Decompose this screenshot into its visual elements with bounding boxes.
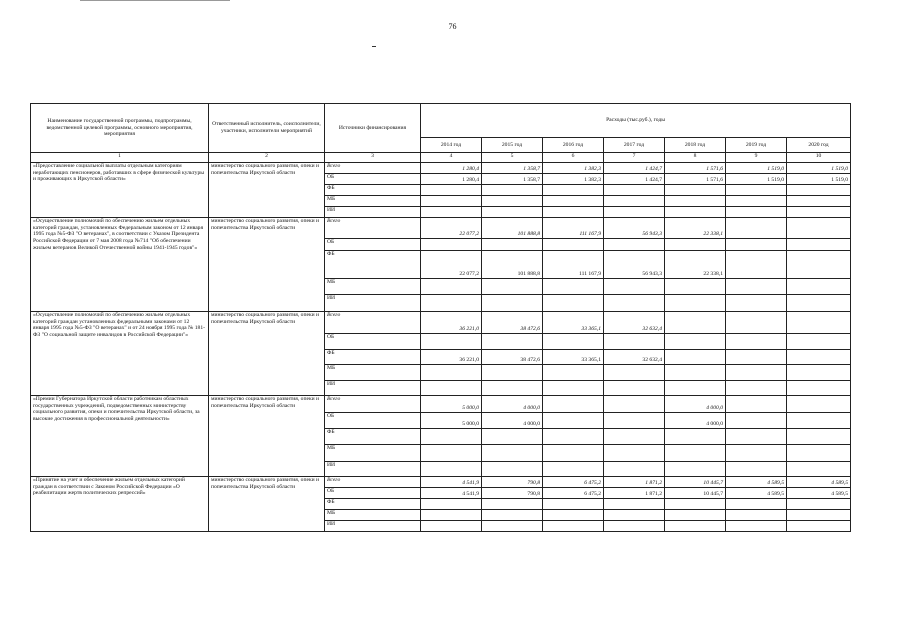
expense-value bbox=[543, 462, 604, 477]
header-year: 2016 год bbox=[543, 138, 604, 153]
expense-value: 6 475,2 bbox=[543, 477, 604, 488]
expense-value bbox=[665, 365, 726, 381]
expense-value bbox=[665, 295, 726, 312]
expense-value bbox=[665, 462, 726, 477]
expense-value bbox=[421, 185, 482, 196]
expense-value: 790,8 bbox=[482, 488, 543, 499]
expense-value: 4 589,5 bbox=[787, 488, 851, 499]
expense-value bbox=[726, 218, 787, 239]
table-row bbox=[31, 396, 851, 413]
funding-source: ФБ bbox=[325, 429, 421, 445]
expense-value bbox=[726, 279, 787, 295]
funding-source: МБ bbox=[325, 365, 421, 381]
column-number: 5 bbox=[482, 153, 543, 163]
program-name: «Осуществление полномочий по обеспечению жильем отдельных категорий граждан установленных федеральными законами от 12 января 1995 года №5-ФЗ "О ветеранах" и от 24 ноября 1995 года № 181-ФЗ "О социальной защите инвалидов в Российской Федерации"» bbox=[31, 312, 209, 396]
top-rule bbox=[80, 0, 230, 1]
expense-value bbox=[421, 381, 482, 396]
expense-value bbox=[543, 381, 604, 396]
header-year: 2019 год bbox=[726, 138, 787, 153]
expense-value: 111 167,9 bbox=[543, 251, 604, 279]
expense-value bbox=[543, 196, 604, 207]
funding-source: ИИ bbox=[325, 521, 421, 532]
expense-value bbox=[421, 207, 482, 218]
expense-value bbox=[787, 196, 851, 207]
expense-value bbox=[665, 279, 726, 295]
expense-value bbox=[604, 279, 665, 295]
expense-value bbox=[482, 185, 543, 196]
expense-value: 5 000,0 bbox=[421, 396, 482, 413]
funding-source: ФБ bbox=[325, 350, 421, 365]
expense-value bbox=[726, 239, 787, 251]
expense-value bbox=[604, 445, 665, 462]
expense-value bbox=[787, 207, 851, 218]
column-number: 10 bbox=[787, 153, 851, 163]
funding-source: ОБ bbox=[325, 488, 421, 499]
expense-value: 36 221,0 bbox=[421, 350, 482, 365]
expense-value bbox=[421, 521, 482, 532]
expense-value bbox=[604, 196, 665, 207]
expense-value bbox=[787, 510, 851, 521]
column-number: 9 bbox=[726, 153, 787, 163]
expense-value bbox=[482, 239, 543, 251]
funding-source: Всего bbox=[325, 218, 421, 239]
expense-value bbox=[421, 239, 482, 251]
expense-value: 33 365,1 bbox=[543, 312, 604, 334]
expense-value bbox=[726, 196, 787, 207]
expense-value bbox=[543, 365, 604, 381]
header-year: 2018 год bbox=[665, 138, 726, 153]
expense-value: 4 589,5 bbox=[787, 477, 851, 488]
header-expenses: Расходы (тыс.руб.), годы bbox=[421, 104, 851, 138]
expense-value bbox=[604, 396, 665, 413]
page-number: 76 bbox=[448, 22, 457, 31]
expense-value bbox=[787, 295, 851, 312]
expense-value bbox=[482, 381, 543, 396]
column-number: 7 bbox=[604, 153, 665, 163]
expense-value: 1 280,4 bbox=[421, 163, 482, 174]
expense-value bbox=[726, 312, 787, 334]
expense-value: 1 280,4 bbox=[421, 174, 482, 185]
expense-value: 4 000,0 bbox=[482, 396, 543, 413]
expense-value bbox=[482, 429, 543, 445]
expense-value: 38 472,6 bbox=[482, 350, 543, 365]
expense-value bbox=[665, 185, 726, 196]
expense-value bbox=[482, 499, 543, 510]
column-number: 6 bbox=[543, 153, 604, 163]
expense-value bbox=[665, 381, 726, 396]
expense-value bbox=[482, 365, 543, 381]
expense-value bbox=[726, 185, 787, 196]
expense-value bbox=[604, 207, 665, 218]
expense-value bbox=[787, 334, 851, 350]
expense-value bbox=[787, 312, 851, 334]
program-name: «Осуществление полномочий по обеспечению жильем отдельных категорий граждан, установленных Федеральным законом от 12 января 1995 года №5-ФЗ "О ветеранах", в соответствии с Указом Президента Российской Федерации от 7 мая 2008 года №714 "Об обеспечении жильем ветеранов Великой Отечественной войны 1941-1945 годов"» bbox=[31, 218, 209, 312]
expense-value: 22 338,1 bbox=[665, 251, 726, 279]
executor-name: министерство социального развития, опеки и попечительства Иркутской области bbox=[209, 163, 325, 218]
expense-value bbox=[604, 365, 665, 381]
expense-value bbox=[421, 429, 482, 445]
expense-value bbox=[604, 521, 665, 532]
expense-value bbox=[726, 251, 787, 279]
expense-value bbox=[482, 521, 543, 532]
expense-value bbox=[543, 413, 604, 429]
funding-source: МБ bbox=[325, 445, 421, 462]
expense-value: 56 943,3 bbox=[604, 251, 665, 279]
expense-value: 1 519,0 bbox=[726, 163, 787, 174]
funding-source: ФБ bbox=[325, 185, 421, 196]
expense-value: 4 589,5 bbox=[726, 488, 787, 499]
expense-value bbox=[482, 279, 543, 295]
expense-value bbox=[543, 510, 604, 521]
expense-value bbox=[543, 185, 604, 196]
expense-value bbox=[787, 251, 851, 279]
expense-value: 1 871,2 bbox=[604, 477, 665, 488]
expense-value: 111 167,9 bbox=[543, 218, 604, 239]
expense-value: 1 519,0 bbox=[787, 163, 851, 174]
header-sources: Источники финансирования bbox=[325, 104, 421, 153]
funding-source: ИИ bbox=[325, 381, 421, 396]
expense-value bbox=[543, 499, 604, 510]
header-program: Наименование государственной программы, подпрограммы, ведомственной целевой программы, основного мероприятия, мероприятия bbox=[31, 104, 209, 153]
expense-value bbox=[665, 196, 726, 207]
funding-source: ОБ bbox=[325, 413, 421, 429]
expense-value: 4 541,9 bbox=[421, 477, 482, 488]
expense-value: 1 424,7 bbox=[604, 163, 665, 174]
executor-name: министерство социального развития, опеки и попечительства Иркутской области bbox=[209, 218, 325, 312]
funding-source: ИИ bbox=[325, 295, 421, 312]
expense-value bbox=[482, 445, 543, 462]
expense-value bbox=[543, 521, 604, 532]
expense-value: 22 338,1 bbox=[665, 218, 726, 239]
expense-value bbox=[421, 499, 482, 510]
expense-value bbox=[604, 499, 665, 510]
header-executor: Ответственный исполнитель, соисполнители, участники, исполнители мероприятий bbox=[209, 104, 325, 153]
expense-value: 101 888,8 bbox=[482, 251, 543, 279]
expense-value bbox=[787, 185, 851, 196]
table-row bbox=[31, 218, 851, 239]
expense-value bbox=[726, 295, 787, 312]
expense-value: 1 871,2 bbox=[604, 488, 665, 499]
expense-value bbox=[726, 413, 787, 429]
expense-value bbox=[726, 510, 787, 521]
funding-source: МБ bbox=[325, 196, 421, 207]
expense-value bbox=[787, 396, 851, 413]
expense-value: 1 571,6 bbox=[665, 174, 726, 185]
expense-value bbox=[726, 334, 787, 350]
expense-value bbox=[665, 499, 726, 510]
expense-value: 1 519,0 bbox=[787, 174, 851, 185]
expense-value: 32 632,4 bbox=[604, 312, 665, 334]
expense-value bbox=[604, 510, 665, 521]
expense-value bbox=[543, 207, 604, 218]
expense-value: 22 077,2 bbox=[421, 251, 482, 279]
funding-source: МБ bbox=[325, 279, 421, 295]
expense-value: 1 424,7 bbox=[604, 174, 665, 185]
expense-value bbox=[787, 239, 851, 251]
expense-value: 1 382,3 bbox=[543, 163, 604, 174]
expense-value: 4 541,9 bbox=[421, 488, 482, 499]
executor-name: министерство социального развития, опеки и попечительства Иркутской области bbox=[209, 312, 325, 396]
expense-value bbox=[604, 462, 665, 477]
program-name: «Премии Губернатора Иркутской области работникам областных государственных учреждений, подведомственных министерству социального развития, опеки и попечительства Иркутской области, за высокие достижения в профессиональной деятельности» bbox=[31, 396, 209, 477]
expense-value: 6 475,2 bbox=[543, 488, 604, 499]
expense-value bbox=[421, 334, 482, 350]
expense-value bbox=[421, 365, 482, 381]
table-row bbox=[31, 477, 851, 488]
header-year: 2017 год bbox=[604, 138, 665, 153]
expense-value bbox=[726, 429, 787, 445]
expense-value bbox=[665, 239, 726, 251]
funding-source: Всего bbox=[325, 163, 421, 174]
expense-value: 33 365,1 bbox=[543, 350, 604, 365]
expense-value bbox=[665, 207, 726, 218]
expense-value bbox=[787, 462, 851, 477]
expense-value bbox=[604, 185, 665, 196]
expense-value bbox=[787, 499, 851, 510]
funding-source: ИИ bbox=[325, 207, 421, 218]
expense-value bbox=[787, 350, 851, 365]
column-number: 2 bbox=[209, 153, 325, 163]
expense-value bbox=[665, 445, 726, 462]
budget-body bbox=[31, 163, 851, 532]
expense-value bbox=[726, 350, 787, 365]
column-number: 8 bbox=[665, 153, 726, 163]
table-row bbox=[31, 163, 851, 174]
expense-value bbox=[604, 413, 665, 429]
expense-value: 10 445,7 bbox=[665, 488, 726, 499]
expense-value bbox=[726, 445, 787, 462]
funding-source: Всего bbox=[325, 396, 421, 413]
program-name: «Предоставление социальной выплаты отдельным категориям неработающих пенсионеров, работавших в сфере физической культуры и проживающих в Иркутской области» bbox=[31, 163, 209, 218]
expense-value: 22 077,2 bbox=[421, 218, 482, 239]
expense-value bbox=[482, 462, 543, 477]
expense-value bbox=[726, 365, 787, 381]
expense-value bbox=[726, 521, 787, 532]
expense-value: 32 632,4 bbox=[604, 350, 665, 365]
funding-source: Всего bbox=[325, 477, 421, 488]
expense-value bbox=[787, 279, 851, 295]
expense-value bbox=[543, 445, 604, 462]
budget-table bbox=[30, 103, 851, 532]
expense-value bbox=[482, 196, 543, 207]
expense-value bbox=[665, 429, 726, 445]
expense-value bbox=[665, 350, 726, 365]
column-number: 4 bbox=[421, 153, 482, 163]
expense-value bbox=[421, 445, 482, 462]
expense-value bbox=[787, 365, 851, 381]
header-year: 2014 год bbox=[421, 138, 482, 153]
expense-value bbox=[604, 334, 665, 350]
expense-value bbox=[726, 381, 787, 396]
funding-source: ОБ bbox=[325, 239, 421, 251]
expense-value bbox=[787, 381, 851, 396]
expense-value: 101 888,8 bbox=[482, 218, 543, 239]
expense-value: 4 000,0 bbox=[665, 396, 726, 413]
expense-value bbox=[543, 334, 604, 350]
expense-value bbox=[421, 196, 482, 207]
expense-value bbox=[787, 445, 851, 462]
expense-value bbox=[787, 429, 851, 445]
expense-value bbox=[665, 312, 726, 334]
expense-value bbox=[726, 499, 787, 510]
expense-value: 1 382,3 bbox=[543, 174, 604, 185]
funding-source: Всего bbox=[325, 312, 421, 334]
funding-source: ФБ bbox=[325, 251, 421, 279]
expense-value: 1 571,6 bbox=[665, 163, 726, 174]
program-name: «Принятие на учет и обеспечение жильем отдельных категорий граждан в соответствии с Законом Российской Федерации «О реабилитации жертв политических репрессий» bbox=[31, 477, 209, 532]
expense-value: 38 472,6 bbox=[482, 312, 543, 334]
expense-value: 36 221,0 bbox=[421, 312, 482, 334]
expense-value bbox=[726, 462, 787, 477]
expense-value bbox=[604, 381, 665, 396]
expense-value bbox=[543, 239, 604, 251]
expense-value: 4 589,5 bbox=[726, 477, 787, 488]
expense-value bbox=[482, 334, 543, 350]
expense-value: 4 000,0 bbox=[665, 413, 726, 429]
expense-value bbox=[604, 429, 665, 445]
expense-value bbox=[482, 207, 543, 218]
expense-value bbox=[421, 279, 482, 295]
expense-value bbox=[543, 295, 604, 312]
funding-source: ОБ bbox=[325, 334, 421, 350]
expense-value bbox=[665, 510, 726, 521]
expense-value: 1 358,7 bbox=[482, 174, 543, 185]
executor-name: министерство социального развития, опеки и попечительства Иркутской области bbox=[209, 477, 325, 532]
expense-value bbox=[543, 396, 604, 413]
expense-value: 4 000,0 bbox=[482, 413, 543, 429]
executor-name: министерство социального развития, опеки и попечительства Иркутской области bbox=[209, 396, 325, 477]
funding-source: ФБ bbox=[325, 499, 421, 510]
expense-value bbox=[604, 295, 665, 312]
expense-value bbox=[421, 462, 482, 477]
expense-value bbox=[421, 510, 482, 521]
funding-source: ОБ bbox=[325, 174, 421, 185]
expense-value: 5 000,0 bbox=[421, 413, 482, 429]
expense-value bbox=[543, 429, 604, 445]
expense-value: 790,8 bbox=[482, 477, 543, 488]
expense-value: 10 445,7 bbox=[665, 477, 726, 488]
funding-source: ИИ bbox=[325, 462, 421, 477]
expense-value: 1 519,0 bbox=[726, 174, 787, 185]
expense-value bbox=[482, 510, 543, 521]
header-year: 2015 год bbox=[482, 138, 543, 153]
expense-value bbox=[543, 279, 604, 295]
header-year: 2020 год bbox=[787, 138, 851, 153]
expense-value bbox=[787, 413, 851, 429]
expense-value bbox=[604, 239, 665, 251]
table-row bbox=[31, 312, 851, 334]
expense-value bbox=[726, 207, 787, 218]
expense-value: 1 358,7 bbox=[482, 163, 543, 174]
expense-value bbox=[665, 521, 726, 532]
expense-value bbox=[665, 334, 726, 350]
expense-value bbox=[421, 295, 482, 312]
expense-value bbox=[726, 396, 787, 413]
column-number: 3 bbox=[325, 153, 421, 163]
expense-value bbox=[787, 218, 851, 239]
expense-value: 56 943,3 bbox=[604, 218, 665, 239]
expense-value bbox=[787, 521, 851, 532]
funding-source: МБ bbox=[325, 510, 421, 521]
dash-mark bbox=[372, 46, 376, 47]
column-number: 1 bbox=[31, 153, 209, 163]
expense-value bbox=[482, 295, 543, 312]
